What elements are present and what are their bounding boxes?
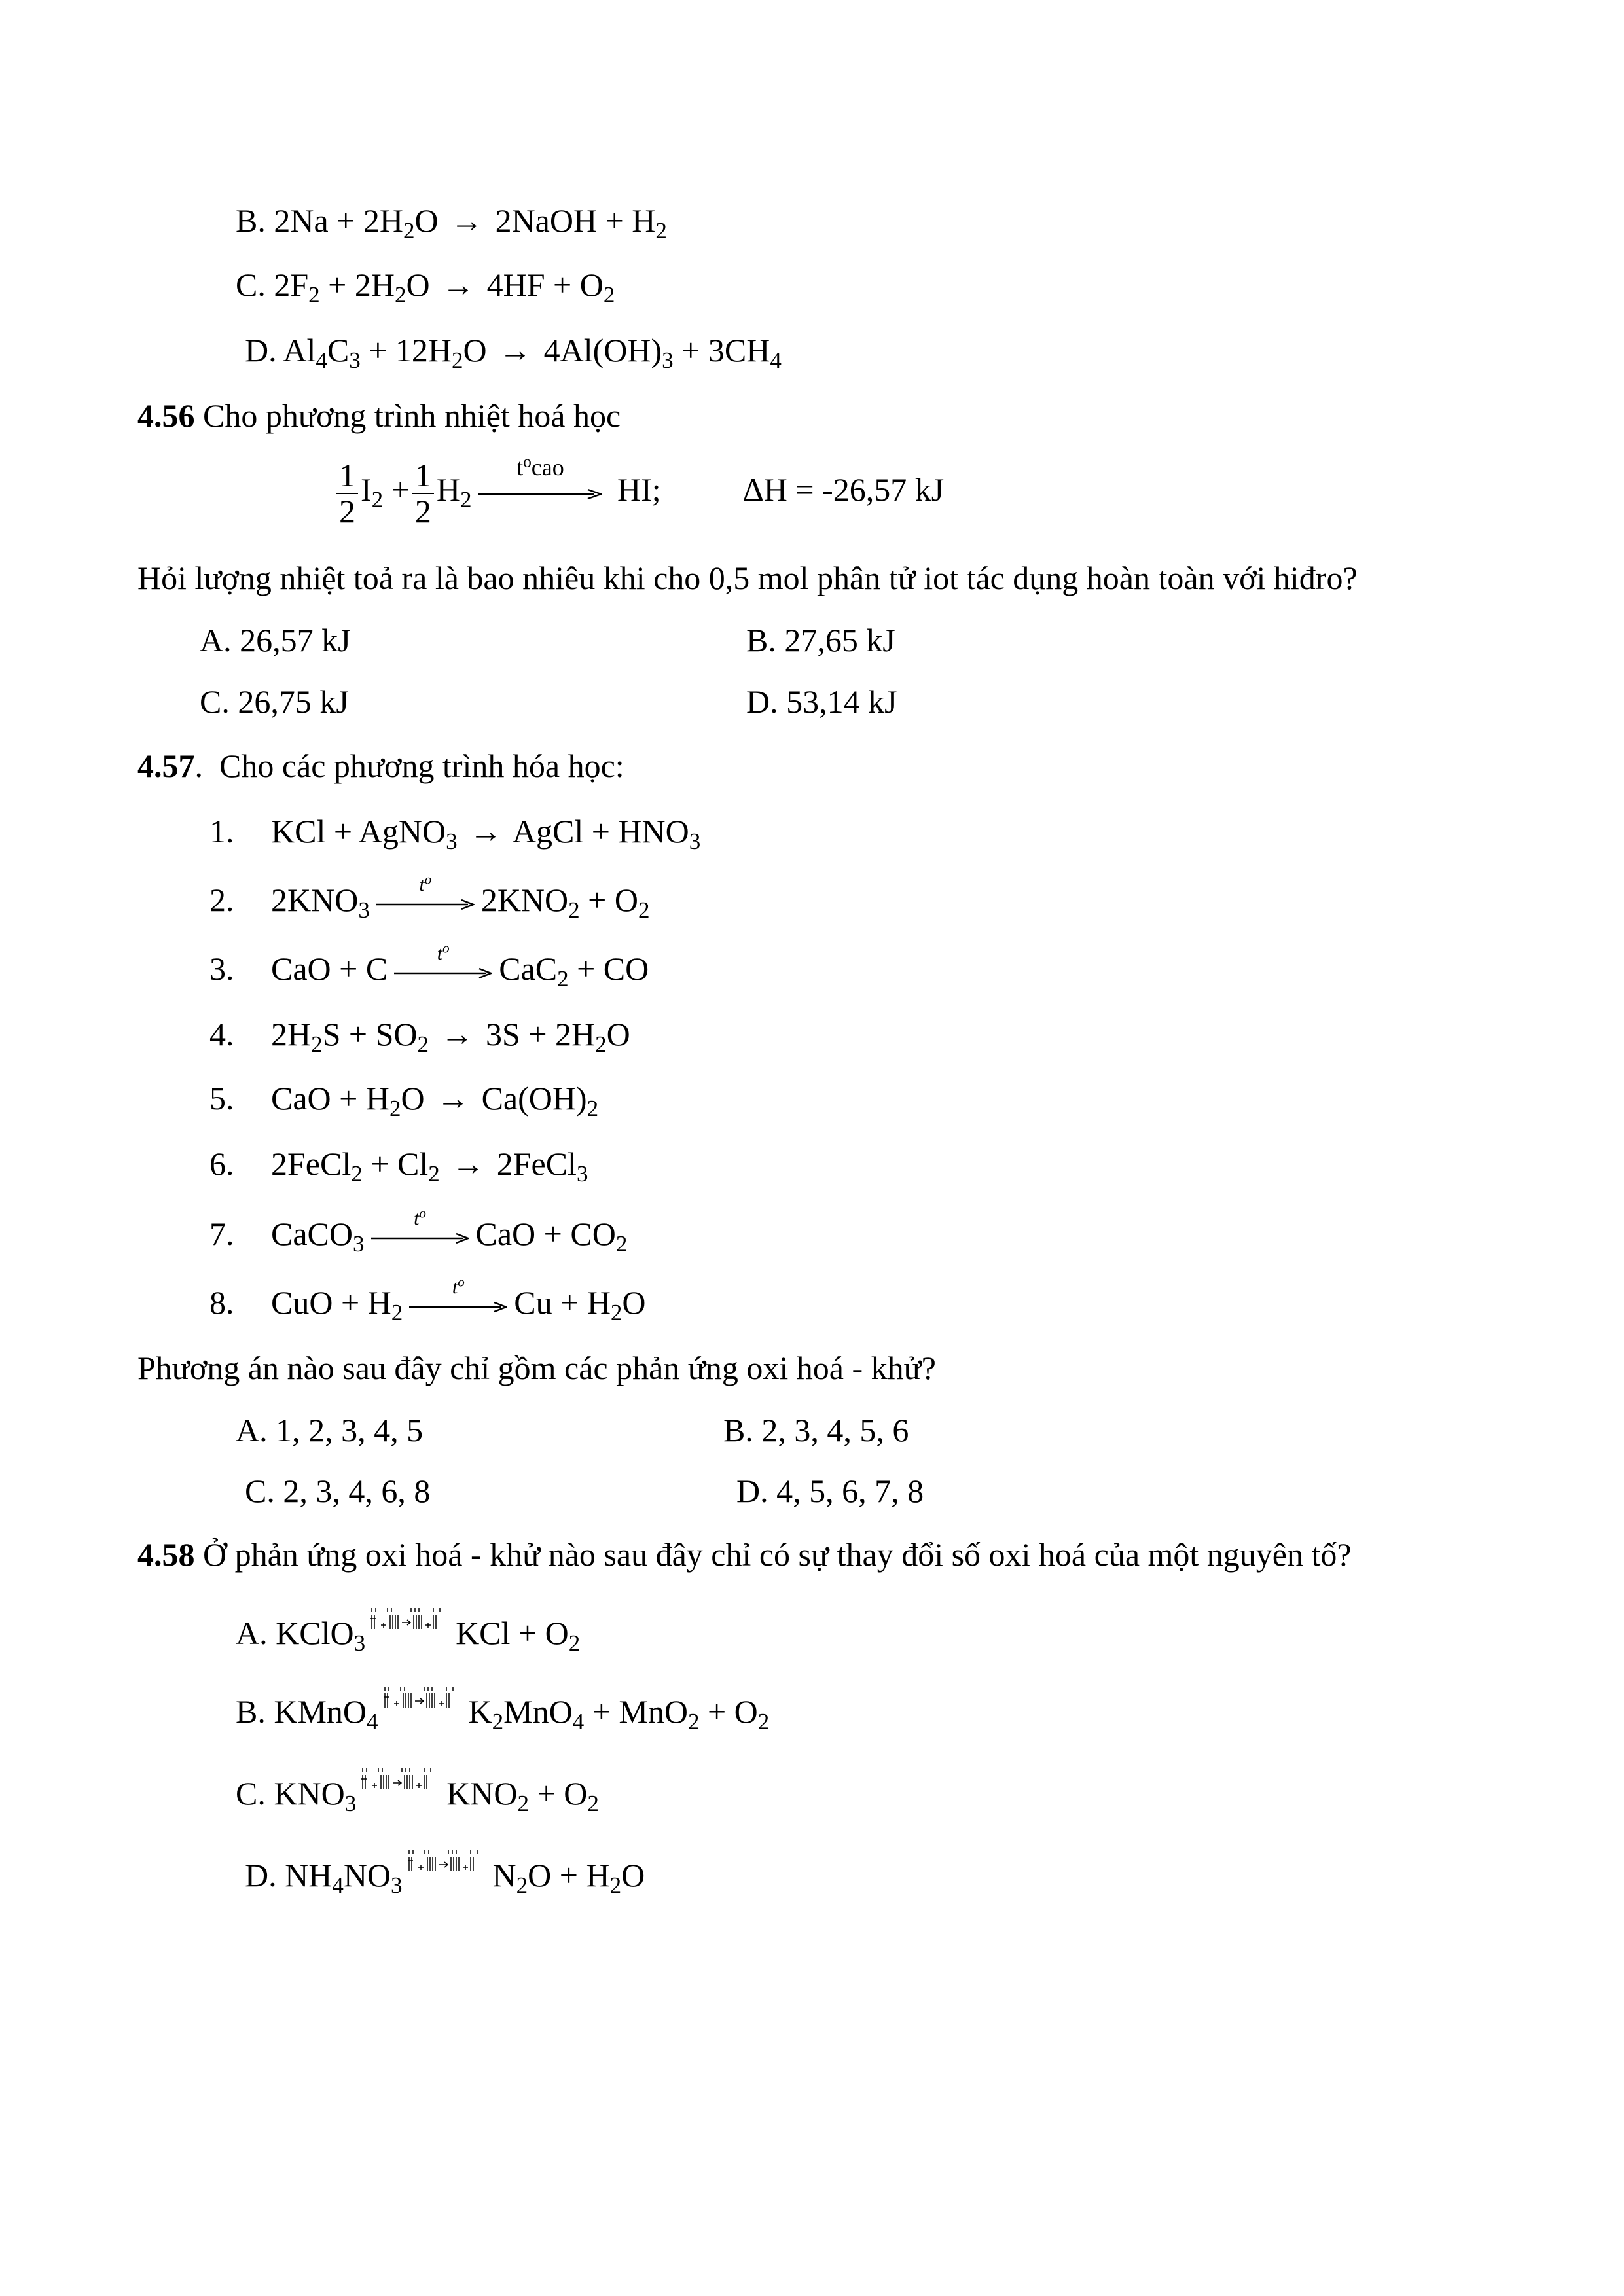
- option-c: C. $KNO_3$ $KNO_2 + O_2$: [236, 1774, 599, 1813]
- prev-option-c: C. $2F_2 + 2H_2O \to 4HF + O_2$: [236, 266, 615, 308]
- option-d: D. 4, 5, 6, 7, 8: [736, 1473, 924, 1509]
- garbled-arrow-image: [359, 1766, 444, 1805]
- option-d: D. 53,14 kJ: [746, 683, 897, 720]
- option-c: C. 2, 3, 4, 6, 8: [245, 1473, 431, 1509]
- thermo-equation: $\frac{1}{2}$ $I_2$ + $\frac{1}{2}$ $H_2$ $t^ocao$ HI; ΔH = -26,57 kJ: [334, 458, 944, 528]
- reaction-arrow: $t^o$: [409, 1297, 507, 1316]
- garbled-arrow-image: [405, 1848, 490, 1887]
- question-title: Cho phương trình nhiệt hoá học: [203, 397, 621, 434]
- question-text: Hỏi lượng nhiệt toả ra là bao nhiêu khi cho 0,5 mol phân tử iot tác dụng hoàn toàn với hiđro?: [137, 560, 1358, 596]
- option-a: A. 26,57 kJ: [200, 622, 351, 658]
- option-b: B. 27,65 kJ: [746, 622, 895, 658]
- prev-option-b: B. $2Na + 2H_2O$ → 2NaOH + $H_2$: [236, 202, 667, 243]
- question-4-56: [137, 396, 621, 435]
- reaction-5: 5. CaO + $H_2O \to Ca(OH)_2$: [209, 1080, 599, 1121]
- reaction-6: 6. 2FeCl$_2$ + $Cl_2$ → 2FeCl$_3$: [209, 1145, 588, 1187]
- reaction-7: 7. CaCO$_3$ $t^o$ CaO + $CO_2$: [209, 1205, 628, 1257]
- option-a: A. 1, 2, 3, 4, 5: [236, 1412, 424, 1448]
- garbled-arrow-image: [368, 1605, 453, 1645]
- option-c: C. 26,75 kJ: [200, 683, 349, 720]
- reaction-1: 1. KCl + AgNO$_3$ → AgCl + $HNO_3$: [209, 813, 701, 854]
- question-number: 4.58: [137, 1536, 195, 1573]
- question-4-57: 4.57. Cho các phương trình hóa học:: [137, 747, 624, 784]
- reaction-4: 4. $2H_2S + SO_2 \to 3S + 2H_2O$: [209, 1016, 630, 1057]
- prev-option-d: D. $Al_4C_3 + 12H_2O \to 4Al(OH)_3 + 3CH_4$: [245, 332, 782, 373]
- garbled-arrow-image: [381, 1684, 466, 1723]
- question-text: Phương án nào sau đây chỉ gồm các phản ứng oxi hoá - khử?: [137, 1350, 936, 1386]
- reaction-8: 8. CuO + $H_2$ $t^o$ $Cu + H_2O$: [209, 1274, 646, 1325]
- question-4-58: [137, 1535, 1352, 1574]
- reaction-3: 3. CaO + C $t^o$ CaC$_2$ + CO: [209, 940, 649, 992]
- reaction-arrow: $t^o$: [394, 963, 492, 982]
- option-d: D. $NH_4NO_3$ $N_2O + H_2O$: [245, 1856, 645, 1895]
- reaction-arrow: $t^ocao$: [478, 484, 602, 503]
- question-number: 4.56: [137, 397, 195, 434]
- option-b: B. 2, 3, 4, 5, 6: [723, 1412, 909, 1448]
- question-title: Cho các phương trình hóa học:: [219, 747, 624, 784]
- reaction-arrow: $t^o$: [371, 1228, 469, 1247]
- reaction-2: 2. $2KNO_3$ $t^o$ $2KNO_2 + O_2$: [209, 871, 650, 923]
- enthalpy: ΔH = -26,57 kJ: [742, 471, 945, 508]
- question-title: Ở phản ứng oxi hoá - khử nào sau đây chỉ có sự thay đổi số oxi hoá của một nguyên tố?: [203, 1536, 1352, 1573]
- question-number: 4.57: [137, 747, 195, 784]
- option-a: A. KClO$_3$ KCl + $O_2$: [236, 1613, 580, 1653]
- reaction-arrow: $t^o$: [376, 894, 475, 914]
- option-b: B. KMnO$_4$ $K_2MnO_4 + MnO_2 + O_2$: [236, 1692, 769, 1731]
